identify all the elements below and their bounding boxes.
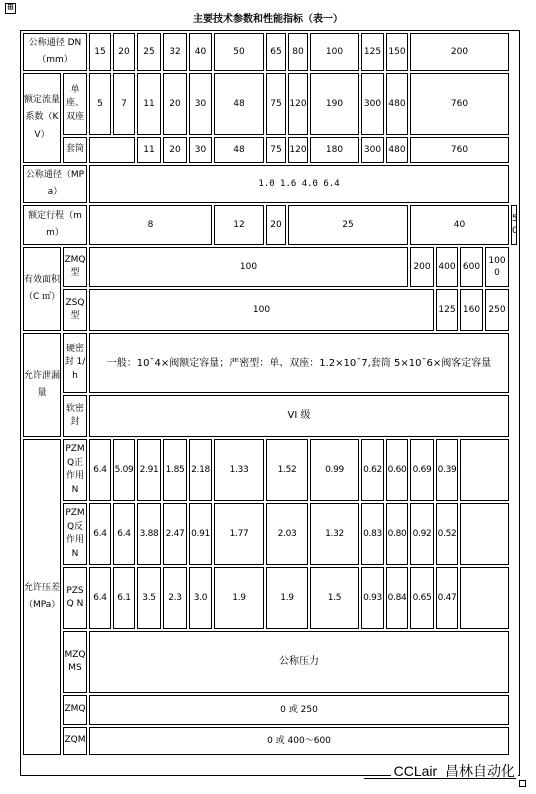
row-zmq bbox=[23, 695, 517, 725]
label-pzmq-reverse: PZMQ反作用 N bbox=[63, 503, 87, 565]
label-pzsq: PZSQ N bbox=[63, 567, 87, 629]
cell-dn: 32 bbox=[163, 33, 187, 71]
cell-pressure: 1.32 bbox=[310, 503, 359, 565]
cell-area: 400 bbox=[436, 247, 458, 287]
label-leakage: 允许泄漏量 bbox=[23, 333, 61, 437]
cell-pressure: 6.4 bbox=[89, 567, 111, 629]
cell-area: 1000 bbox=[485, 247, 509, 287]
cell-zmq: 0 或 250 bbox=[89, 695, 509, 725]
cell-area: 100 bbox=[89, 289, 434, 331]
cell-flow: 180 bbox=[310, 137, 359, 163]
cell-pressure: 2.03 bbox=[266, 503, 308, 565]
label-mzqms: MZQMS bbox=[63, 631, 87, 693]
row-pzsq bbox=[23, 567, 517, 629]
cell-pressure: 0.91 bbox=[189, 503, 212, 565]
cell-flow: 20 bbox=[163, 137, 187, 163]
cell-pressure: 2.91 bbox=[137, 439, 161, 501]
cell-pressure: 6.4 bbox=[89, 503, 111, 565]
row-area-zmq bbox=[23, 247, 517, 287]
cell-pressure: 6.4 bbox=[89, 439, 111, 501]
cell-pressure: 1.33 bbox=[214, 439, 264, 501]
label-nominal-pressure: 公称通径（MPa） bbox=[23, 165, 87, 203]
cell-flow: 300 bbox=[361, 73, 384, 135]
cell-dn: 150 bbox=[386, 33, 408, 71]
cell-pressure: 6.4 bbox=[113, 503, 135, 565]
cell-flow: 30 bbox=[189, 73, 212, 135]
row-rated-stroke bbox=[23, 205, 517, 245]
cell-stroke: 25 bbox=[288, 205, 408, 245]
table-anchor-icon[interactable]: ⊞ bbox=[5, 3, 16, 14]
spec-table bbox=[21, 31, 519, 757]
cell-pressure: 1.85 bbox=[163, 439, 187, 501]
cell-pressure: 0.39 bbox=[436, 439, 458, 501]
row-flow-seat bbox=[23, 73, 517, 135]
row-zqm bbox=[23, 727, 517, 755]
cell-pressure-empty bbox=[460, 439, 509, 501]
cell-pressure: 1.5 bbox=[310, 567, 359, 629]
label-hard-seal: 硬密封 1/h bbox=[63, 333, 87, 393]
row-nominal-dn bbox=[23, 33, 517, 71]
cell-flow-empty bbox=[89, 137, 135, 163]
watermark-underline bbox=[364, 778, 516, 779]
cell-dn: 40 bbox=[189, 33, 212, 71]
cell-pressure: 1.9 bbox=[214, 567, 264, 629]
cell-flow: 5 bbox=[89, 73, 111, 135]
label-pressure-diff: 允许压差（MPa） bbox=[23, 439, 61, 755]
cell-pressure: 3.88 bbox=[137, 503, 161, 565]
row-leakage-soft bbox=[23, 395, 517, 437]
cell-flow: 11 bbox=[137, 73, 161, 135]
cell-pressure: 2.18 bbox=[189, 439, 212, 501]
cell-dn: 15 bbox=[89, 33, 111, 71]
cell-flow: 48 bbox=[214, 73, 264, 135]
cell-leakage-hard: 一般：10ˉ4×阀额定容量；严密型：单、双座：1.2×10ˉ7,套筒 5×10ˉ6×阀客定容量 bbox=[89, 333, 509, 393]
label-sleeve: 套筒 bbox=[63, 137, 87, 163]
label-area-zmq: ZMQ型 bbox=[63, 247, 87, 287]
cell-nominal-pressure: 1.0 1.6 4.0 6.4 bbox=[89, 165, 509, 203]
cell-pressure-empty bbox=[460, 503, 509, 565]
cell-dn: 65 bbox=[266, 33, 286, 71]
cell-area: 100 bbox=[89, 247, 408, 287]
cell-pressure: 0.84 bbox=[386, 567, 408, 629]
cell-dn: 20 bbox=[113, 33, 135, 71]
cell-dn: 200 bbox=[410, 33, 509, 71]
cell-mzqms: 公称压力 bbox=[89, 631, 509, 693]
cell-leakage-soft: VI 级 bbox=[89, 395, 509, 437]
cell-pressure: 0.65 bbox=[410, 567, 434, 629]
cell-pressure: 0.80 bbox=[386, 503, 408, 565]
row-pzmq-forward bbox=[23, 439, 517, 501]
cell-pressure: 0.47 bbox=[436, 567, 458, 629]
label-effective-area: 有效面积（C ㎡） bbox=[23, 247, 61, 331]
cell-flow: 300 bbox=[361, 137, 384, 163]
cell-pressure: 6.1 bbox=[113, 567, 135, 629]
cell-pressure: 2.3 bbox=[163, 567, 187, 629]
cell-flow: 760 bbox=[410, 73, 509, 135]
cell-pressure: 0.83 bbox=[361, 503, 384, 565]
label-area-zsq: ZSQ型 bbox=[63, 289, 87, 331]
cell-flow: 190 bbox=[310, 73, 359, 135]
cell-stroke: 8 bbox=[89, 205, 212, 245]
cell-stroke: 50 bbox=[511, 205, 517, 245]
cell-dn: 25 bbox=[137, 33, 161, 71]
cell-dn: 50 bbox=[214, 33, 264, 71]
cell-zqm: 0 或 400～600 bbox=[89, 727, 509, 755]
label-soft-seal: 软密封 bbox=[63, 395, 87, 437]
row-leakage-hard bbox=[23, 333, 517, 393]
cell-area: 600 bbox=[460, 247, 483, 287]
cell-stroke: 12 bbox=[214, 205, 264, 245]
spec-sheet bbox=[20, 30, 520, 776]
cell-pressure: 0.60 bbox=[386, 439, 408, 501]
cell-stroke: 40 bbox=[410, 205, 509, 245]
cell-flow: 480 bbox=[386, 137, 408, 163]
cell-pressure: 3.5 bbox=[137, 567, 161, 629]
label-rated-stroke: 额定行程（mm） bbox=[23, 205, 87, 245]
resize-handle-icon[interactable] bbox=[519, 780, 526, 787]
cell-pressure: 0.99 bbox=[310, 439, 359, 501]
row-mzqms bbox=[23, 631, 517, 693]
cell-flow: 7 bbox=[113, 73, 135, 135]
cell-flow: 480 bbox=[386, 73, 408, 135]
cell-flow: 11 bbox=[137, 137, 161, 163]
cell-area: 200 bbox=[410, 247, 434, 287]
cell-pressure: 1.52 bbox=[266, 439, 308, 501]
cell-flow: 30 bbox=[189, 137, 212, 163]
cell-stroke: 20 bbox=[266, 205, 286, 245]
cell-flow: 75 bbox=[266, 73, 286, 135]
cell-area: 125 bbox=[436, 289, 458, 331]
cell-flow: 48 bbox=[214, 137, 264, 163]
cell-pressure: 0.93 bbox=[361, 567, 384, 629]
cell-pressure: 0.62 bbox=[361, 439, 384, 501]
cell-flow: 75 bbox=[266, 137, 286, 163]
cell-area: 160 bbox=[460, 289, 483, 331]
cell-area: 250 bbox=[485, 289, 509, 331]
cell-pressure: 0.92 bbox=[410, 503, 434, 565]
cell-pressure: 0.69 bbox=[410, 439, 434, 501]
label-nominal-dn: 公称通径 DN（mm） bbox=[23, 33, 87, 71]
cell-dn: 100 bbox=[310, 33, 359, 71]
cell-pressure: 5.09 bbox=[113, 439, 135, 501]
row-area-zsq bbox=[23, 289, 517, 331]
label-flow-coefficient: 额定流量系数（KV） bbox=[23, 73, 61, 163]
cell-flow: 120 bbox=[288, 137, 308, 163]
cell-pressure: 3.0 bbox=[189, 567, 212, 629]
cell-dn: 80 bbox=[288, 33, 308, 71]
row-pzmq-reverse bbox=[23, 503, 517, 565]
cell-dn: 125 bbox=[361, 33, 384, 71]
cell-pressure: 0.52 bbox=[436, 503, 458, 565]
watermark-text: CCLair_昌林自动化 bbox=[391, 761, 518, 781]
cell-pressure-empty bbox=[460, 567, 509, 629]
row-flow-sleeve bbox=[23, 137, 517, 163]
table-title: 主要技术参数和性能指标（表一） bbox=[193, 14, 343, 25]
cell-flow: 20 bbox=[163, 73, 187, 135]
label-zqm: ZQM bbox=[63, 727, 87, 755]
label-zmq: ZMQ bbox=[63, 695, 87, 725]
label-pzmq-forward: PZMQ正作用 N bbox=[63, 439, 87, 501]
row-nominal-pressure bbox=[23, 165, 517, 203]
cell-pressure: 1.9 bbox=[266, 567, 308, 629]
cell-pressure: 1.77 bbox=[214, 503, 264, 565]
cell-flow: 760 bbox=[410, 137, 509, 163]
label-seat: 单座、双座 bbox=[63, 73, 87, 135]
cell-flow: 120 bbox=[288, 73, 308, 135]
cell-pressure: 2.47 bbox=[163, 503, 187, 565]
